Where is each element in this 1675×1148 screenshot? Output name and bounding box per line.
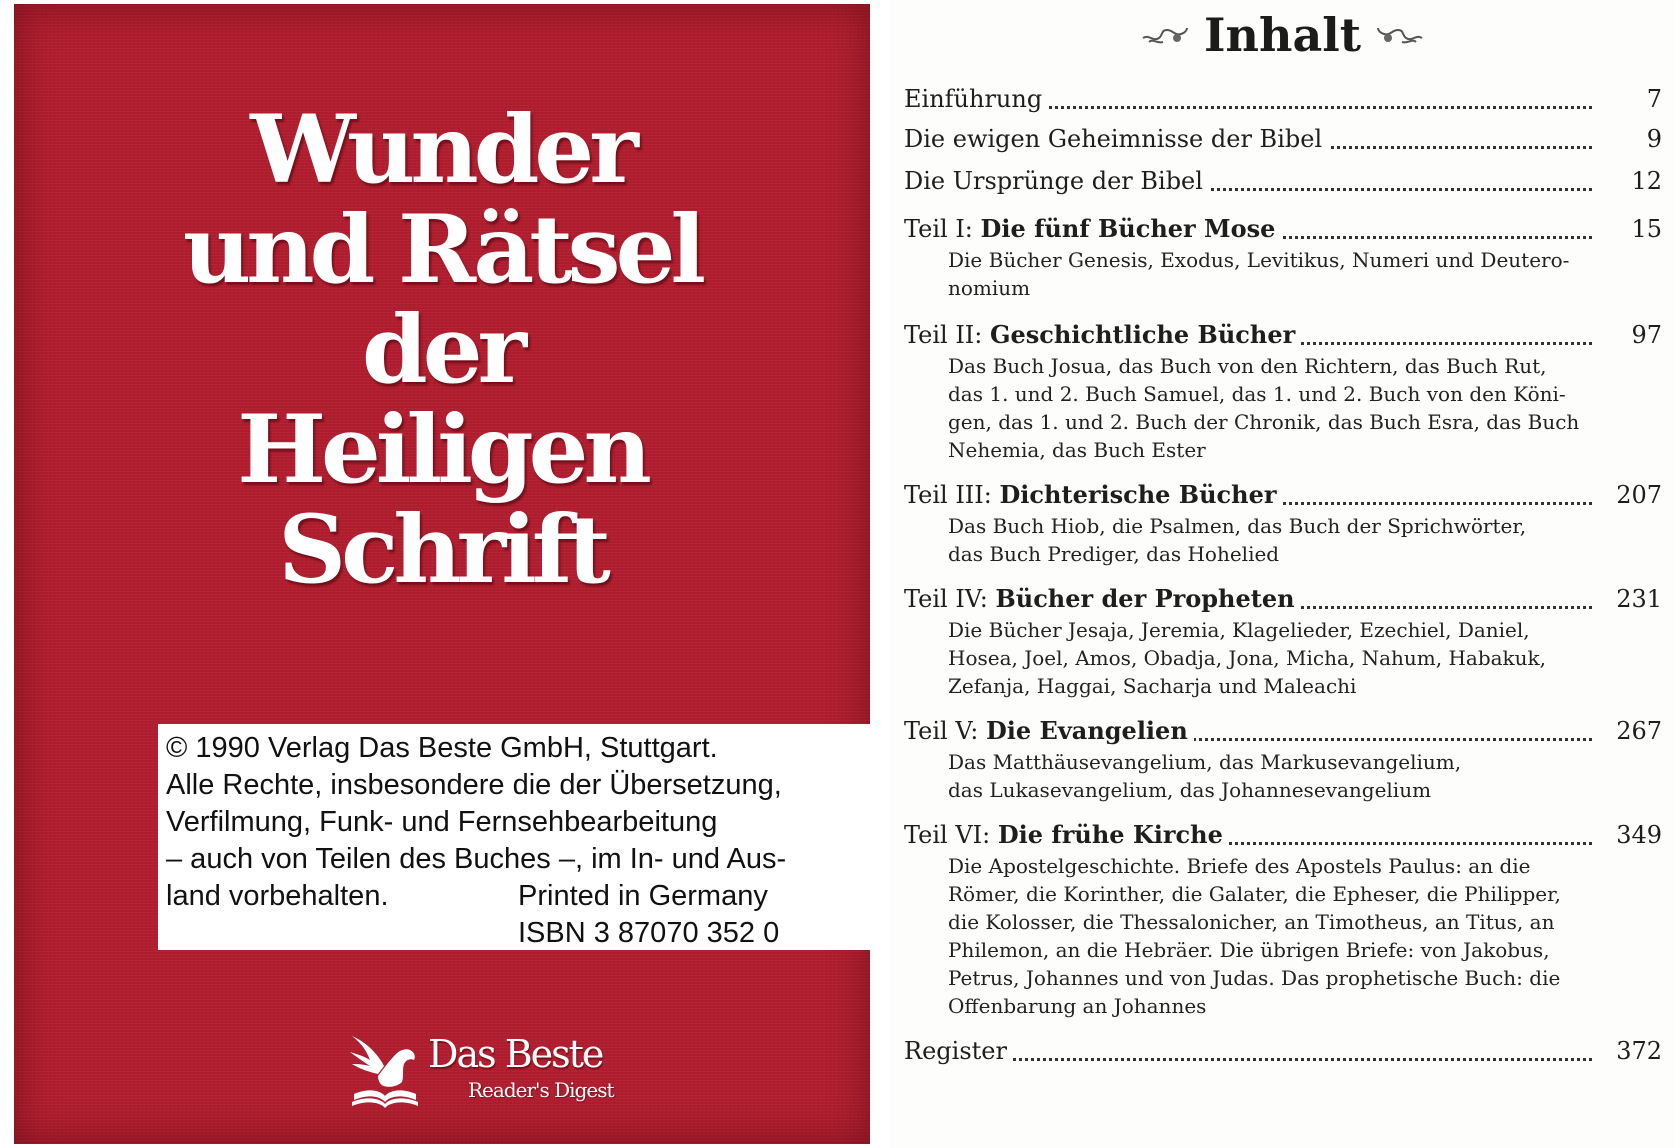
toc-description-line: Nehemia, das Buch Ester: [948, 438, 1206, 462]
toc-entry-label: [904, 478, 1283, 512]
toc-entry: [904, 164, 1662, 198]
toc-entry-label: [904, 164, 1209, 198]
cover-title-line: Wunder: [250, 95, 634, 205]
toc-entry-heading: [904, 82, 1662, 116]
toc-entry: [904, 818, 1662, 1018]
toc-entry-heading: [904, 1034, 1662, 1068]
toc-entry: [904, 478, 1662, 566]
toc-entry-prefix: Teil III:: [904, 481, 1000, 509]
toc-description-line: Philemon, an die Hebräer. Die übrigen Briefe: von Jakobus,: [948, 938, 1550, 962]
toc-description-line: Petrus, Johannes und von Judas. Das prophetische Buch: die: [948, 966, 1561, 990]
toc-description-line: Zefanja, Haggai, Sacharja und Maleachi: [948, 674, 1357, 698]
toc-entry-description: [948, 852, 1588, 1020]
floral-ornament-icon: [1141, 24, 1189, 46]
toc-description-line: gen, das 1. und 2. Buch der Chronik, das Buch Esra, das Buch: [948, 410, 1580, 434]
copyright-last-row: [166, 878, 865, 915]
toc-entry-description: [948, 246, 1588, 302]
toc-entry-prefix: Die Ursprünge der Bibel: [904, 167, 1203, 195]
toc-description-line: Offenbarung an Johannes: [948, 994, 1207, 1018]
toc-heading: [890, 8, 1675, 62]
toc-entry-label: [904, 82, 1048, 116]
toc-entry-heading: [904, 478, 1662, 512]
toc-description-line: die Kolosser, die Thessalonicher, an Timotheus, an Titus, an: [948, 910, 1555, 934]
toc-page-number: 97: [1621, 318, 1662, 352]
toc-entry-label: [904, 122, 1328, 156]
copyright-line: land vorbehalten.: [166, 880, 389, 912]
toc-entry-heading: [904, 164, 1662, 198]
copyright-line: – auch von Teilen des Buches –, im In- und Aus-: [166, 843, 787, 875]
toc-entry: [904, 82, 1662, 116]
isbn-row: [166, 915, 865, 952]
toc-entry-label: [904, 1034, 1013, 1068]
cover-title: [14, 95, 870, 605]
toc-page-number: 372: [1606, 1034, 1662, 1068]
toc-description-line: das 1. und 2. Buch Samuel, das 1. und 2. Buch von den Köni-: [948, 382, 1566, 406]
toc-entry-prefix: Teil V:: [904, 717, 986, 745]
toc-entry-description: [948, 748, 1588, 804]
toc-entry-title: Die fünf Bücher Mose: [980, 214, 1276, 243]
toc-page-number: 15: [1621, 212, 1662, 246]
toc-entry-heading: [904, 818, 1662, 852]
toc-entry-description: [948, 512, 1588, 568]
toc-entry-heading: [904, 318, 1662, 352]
toc-entry: [904, 122, 1662, 156]
toc-entry-label: [904, 714, 1194, 748]
toc-description-line: Die Bücher Genesis, Exodus, Levitikus, Numeri und Deutero-: [948, 248, 1570, 272]
toc-entry-description: [948, 352, 1588, 464]
toc-entry: [904, 582, 1662, 698]
toc-page-number: 7: [1637, 82, 1662, 116]
toc-description-line: das Lukasevangelium, das Johannesevangelium: [948, 778, 1432, 802]
toc-entry-title: Dichterische Bücher: [999, 480, 1277, 509]
toc-entry: [904, 318, 1662, 462]
toc-description-line: Die Apostelgeschichte. Briefe des Apostels Paulus: an die: [948, 854, 1531, 878]
toc-description-line: das Buch Prediger, das Hohelied: [948, 542, 1280, 566]
copyright-line: Verfilmung, Funk- und Fernsehbearbeitung: [166, 806, 718, 838]
toc-entry-label: [904, 318, 1301, 352]
toc-entry-heading: [904, 714, 1662, 748]
cover-title-line: Heiligen: [237, 395, 647, 505]
toc-entry-prefix: Teil I:: [904, 215, 981, 243]
cover-title-line: und Rätsel: [182, 195, 702, 305]
toc-entry-description: [948, 616, 1588, 700]
cover-title-line: Schrift: [278, 495, 606, 605]
toc-description-line: Die Bücher Jesaja, Jeremia, Klagelieder, Ezechiel, Daniel,: [948, 618, 1530, 642]
toc-description-line: Das Buch Hiob, die Psalmen, das Buch der Sprichwörter,: [948, 514, 1527, 538]
printed-in-text: Printed in Germany: [518, 880, 768, 912]
toc-page-number: 231: [1606, 582, 1662, 616]
book-cover: [14, 4, 870, 1144]
toc-entry-prefix: Einführung: [904, 85, 1043, 113]
toc-page-number: 12: [1621, 164, 1662, 198]
toc-entry: [904, 714, 1662, 802]
toc-entry-heading: [904, 122, 1662, 156]
isbn-text: ISBN 3 87070 352 0: [518, 917, 780, 949]
toc-entry-title: Bücher der Propheten: [995, 584, 1295, 613]
toc-title: Inhalt: [1204, 8, 1361, 62]
copyright-line: © 1990 Verlag Das Beste GmbH, Stuttgart.: [166, 732, 718, 764]
toc-entry-prefix: Teil II:: [904, 321, 991, 349]
table-of-contents-page: [890, 0, 1675, 1148]
toc-entry-heading: [904, 582, 1662, 616]
toc-entry-label: [904, 818, 1229, 852]
toc-entry-title: Geschichtliche Bücher: [990, 320, 1296, 349]
pegasus-icon: [344, 1030, 426, 1110]
copyright-line: Alle Rechte, insbesondere die der Übersetzung,: [166, 769, 782, 801]
toc-entry-prefix: Register: [904, 1037, 1007, 1065]
toc-description-line: nomium: [948, 276, 1031, 300]
publisher-subtitle: Reader's Digest: [468, 1078, 614, 1102]
toc-page-number: 267: [1606, 714, 1662, 748]
toc-description-line: Hosea, Joel, Amos, Obadja, Jona, Micha, Nahum, Habakuk,: [948, 646, 1547, 670]
toc-entry-heading: [904, 212, 1662, 246]
toc-entry-title: Die frühe Kirche: [997, 820, 1223, 849]
toc-description-line: Das Matthäusevangelium, das Markusevangelium,: [948, 750, 1462, 774]
toc-entry-prefix: Teil VI:: [904, 821, 998, 849]
toc-description-line: Römer, die Korinther, die Galater, die Epheser, die Philipper,: [948, 882, 1561, 906]
toc-entry: [904, 212, 1662, 300]
toc-page-number: 207: [1606, 478, 1662, 512]
floral-ornament-icon: [1376, 24, 1424, 46]
toc-entry: [904, 1034, 1662, 1068]
toc-page-number: 9: [1637, 122, 1662, 156]
copyright-sticker: [158, 724, 873, 950]
toc-description-line: Das Buch Josua, das Buch von den Richtern, das Buch Rut,: [948, 354, 1547, 378]
publisher-logo: [344, 1030, 624, 1110]
toc-entry-label: [904, 582, 1301, 616]
cover-title-line: der: [361, 295, 523, 405]
toc-page-number: 349: [1606, 818, 1662, 852]
toc-entry-label: [904, 212, 1281, 246]
publisher-name: Das Beste: [428, 1032, 603, 1076]
toc-entry-title: Die Evangelien: [985, 716, 1188, 745]
toc-entry-prefix: Teil IV:: [904, 585, 996, 613]
toc-entry-prefix: Die ewigen Geheimnisse der Bibel: [904, 125, 1323, 153]
